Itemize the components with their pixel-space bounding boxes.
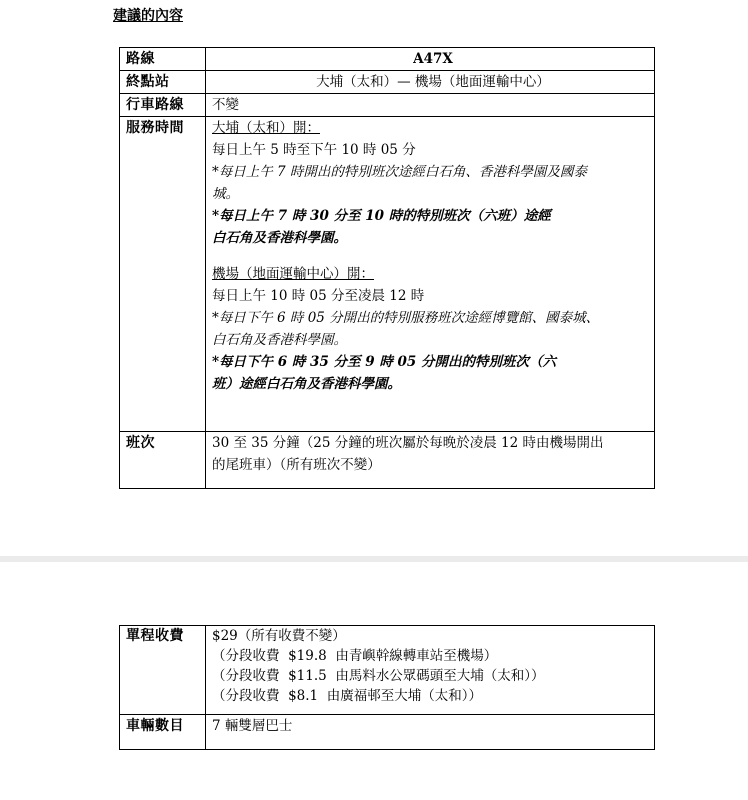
fare-section-3: （分段收費 $8.1 由廣福邨至大埔（太和）） xyxy=(212,688,482,704)
table-row xyxy=(120,117,655,432)
route-details-table xyxy=(119,47,655,489)
airport-departure-title: 機場（地面運輸中心）開： xyxy=(212,266,374,282)
hours-label: 服務時間 xyxy=(120,117,206,432)
table-row xyxy=(120,94,655,117)
table-row xyxy=(120,48,655,71)
fare-main: $29（所有收費不變） xyxy=(212,628,346,644)
routing-label: 行車路線 xyxy=(120,94,206,117)
terminus-value: 大埔（太和）— 機場（地面運輸中心） xyxy=(206,71,655,94)
terminus-label: 終點站 xyxy=(120,71,206,94)
taipo-special-note-2a: *每日上午 7 時 30 分至 10 時的特別班次（六班）途經 xyxy=(212,208,551,224)
taipo-hours: 每日上午 5 時至下午 10 時 05 分 xyxy=(212,142,416,158)
table-row xyxy=(120,71,655,94)
taipo-departure-title: 大埔（太和）開： xyxy=(212,120,320,136)
frequency-label: 班次 xyxy=(120,432,206,489)
frequency-line-1: 30 至 35 分鐘（25 分鐘的班次屬於每晚於凌晨 12 時由機場開出 xyxy=(212,435,604,451)
frequency-cell xyxy=(206,432,655,489)
hours-cell xyxy=(206,117,655,432)
table-row xyxy=(120,626,655,715)
taipo-special-note-1b: 城。 xyxy=(212,186,239,202)
fare-table xyxy=(119,625,655,750)
table-row xyxy=(120,715,655,750)
airport-special-note-1a: *每日下午 6 時 05 分開出的特別服務班次途經博覽館、國泰城、 xyxy=(212,310,600,326)
fare-section-2: （分段收費 $11.5 由馬料水公眾碼頭至大埔（太和）） xyxy=(212,668,545,684)
fare-cell xyxy=(206,626,655,715)
airport-special-note-1b: 白石角及香港科學園。 xyxy=(212,332,347,348)
vehicles-label: 車輛數目 xyxy=(120,715,206,750)
fare-label: 單程收費 xyxy=(120,626,206,715)
taipo-special-note-1a: *每日上午 7 時開出的特別班次途經白石角、香港科學園及國泰 xyxy=(212,164,587,180)
taipo-special-note-2b: 白石角及香港科學園。 xyxy=(212,230,347,246)
frequency-line-2: 的尾班車）（所有班次不變） xyxy=(212,457,381,473)
table-row xyxy=(120,432,655,489)
spacer xyxy=(212,249,654,263)
airport-hours: 每日上午 10 時 05 分至凌晨 12 時 xyxy=(212,288,425,304)
section-heading: 建議的內容 xyxy=(113,8,183,24)
route-label: 路線 xyxy=(120,48,206,71)
airport-special-note-2a: *每日下午 6 時 35 分至 9 時 05 分開出的特別班次（六 xyxy=(212,354,557,370)
route-value: A47X xyxy=(206,48,655,71)
fare-section-1: （分段收費 $19.8 由青嶼幹線轉車站至機場） xyxy=(212,648,498,664)
vehicles-value: 7 輛雙層巴士 xyxy=(206,715,655,750)
routing-value: 不變 xyxy=(206,94,655,117)
airport-special-note-2b: 班）途經白石角及香港科學園。 xyxy=(212,376,401,392)
